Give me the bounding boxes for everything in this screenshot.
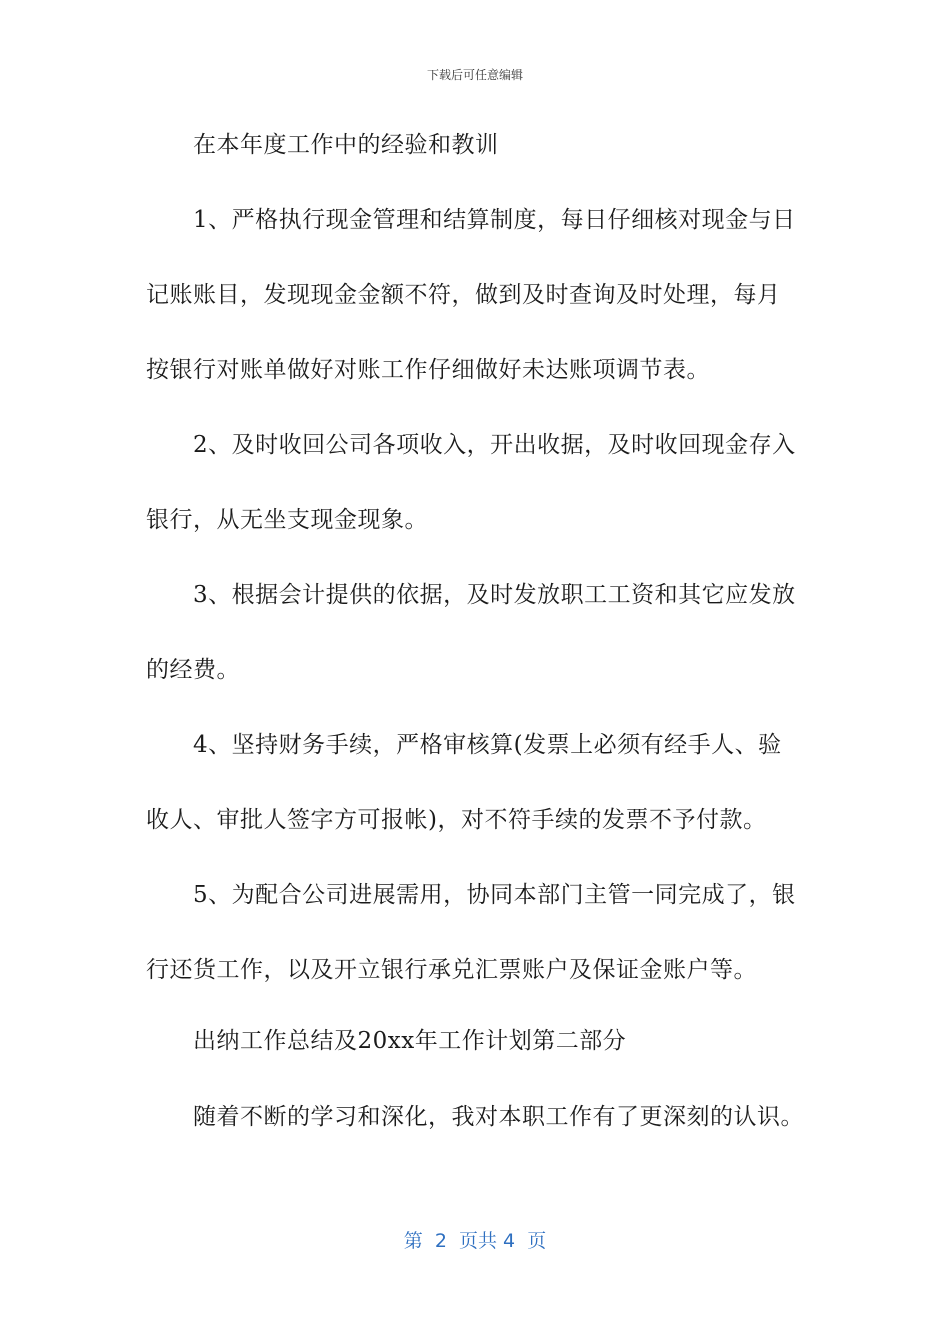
paragraph-line: 3、根据会计提供的依据，及时发放职工工资和其它应发放 xyxy=(193,582,796,608)
paragraph-line: 银行，从无坐支现金现象。 xyxy=(146,507,428,533)
page-number: 第 2 页共 4 页 xyxy=(403,1230,547,1252)
paragraph-line: 的经费。 xyxy=(146,657,240,683)
paragraph-line: 2、及时收回公司各项收入，开出收据，及时收回现金存入 xyxy=(193,432,796,458)
paragraph-line: 随着不断的学习和深化，我对本职工作有了更深刻的认识。 xyxy=(193,1104,804,1130)
paragraph-line: 行还货工作，以及开立银行承兑汇票账户及保证金账户等。 xyxy=(146,957,757,983)
section-heading: 在本年度工作中的经验和教训 xyxy=(193,132,499,158)
section-heading: 出纳工作总结及20xx年工作计划第二部分 xyxy=(193,1028,627,1054)
paragraph-line: 按银行对账单做好对账工作仔细做好未达账项调节表。 xyxy=(146,357,710,383)
paragraph-line: 5、为配合公司进展需用，协同本部门主管一同完成了，银 xyxy=(193,882,796,908)
paragraph-line: 4、坚持财务手续，严格审核算(发票上必须有经手人、验 xyxy=(193,732,782,758)
paragraph-line: 记账账目，发现现金金额不符，做到及时查询及时处理，每月 xyxy=(146,282,781,308)
paragraph-line: 收人、审批人签字方可报帐)，对不符手续的发票不予付款。 xyxy=(146,807,767,833)
paragraph-line: 1、严格执行现金管理和结算制度，每日仔细核对现金与日 xyxy=(193,207,796,233)
header-note: 下载后可任意编辑 xyxy=(426,68,523,82)
